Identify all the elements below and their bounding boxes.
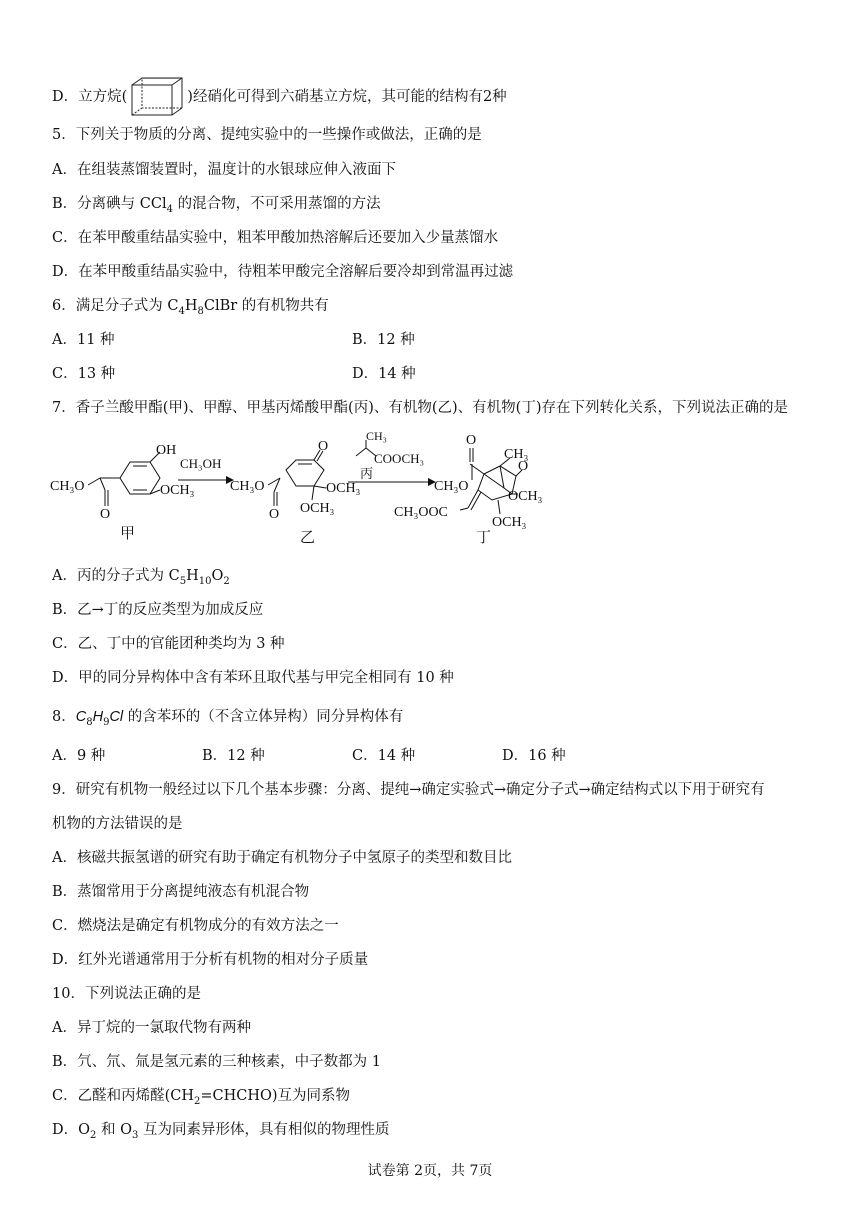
svg-text:O: O [466, 433, 477, 448]
q9-stem-line2: 机物的方法错误的是 [52, 816, 183, 832]
svg-text:O: O [518, 459, 529, 474]
q6-option-b: B．12 种 [352, 332, 415, 348]
svg-text:CH₃O: CH₃O [434, 479, 469, 494]
q5-option-c: C．在苯甲酸重结晶实验中，粗苯甲酸加热溶解后还要加入少量蒸馏水 [52, 230, 499, 246]
svg-text:丙: 丙 [360, 467, 374, 482]
q6-option-c: C．13 种 [52, 366, 116, 382]
svg-text:OH: OH [156, 443, 177, 458]
reaction-arrow-1 [178, 456, 234, 484]
q7-reaction-scheme [48, 430, 568, 552]
svg-text:CH₃OOC: CH₃OOC [394, 505, 448, 520]
q9-option-a: A．核磁共振氢谱的研究有助于确定有机物分子中氢原子的类型和数目比 [52, 850, 512, 866]
svg-text:乙: 乙 [300, 528, 316, 546]
q5-option-a: A．在组装蒸馏装置时，温度计的水银球应伸入液面下 [52, 162, 396, 178]
q10-stem: 10．下列说法正确的是 [52, 986, 201, 1002]
q7-option-b: B．乙→丁的反应类型为加成反应 [52, 602, 264, 618]
q9-option-d: D．红外光谱通常用于分析有机物的相对分子质量 [52, 952, 369, 968]
reaction-arrow-2 [348, 430, 436, 486]
page-footer: 试卷第 2页，共 7页 [367, 1163, 493, 1179]
q4-option-d: D．立方烷( )经硝化可得到六硝基立方烷，其可能的结构有2种 [52, 76, 507, 118]
svg-text:CH₃O: CH₃O [50, 479, 85, 494]
q8-stem: 8．$C_8H_9Cl$ 的含苯环的（不含立体异构）同分异构体有 [52, 709, 404, 728]
q10-option-a: A．异丁烷的一氯取代物有两种 [52, 1020, 251, 1036]
q5-option-d: D．在苯甲酸重结晶实验中，待粗苯甲酸完全溶解后要冷却到常温再过滤 [52, 264, 514, 280]
svg-text:CH₃OH: CH₃OH [180, 456, 222, 471]
svg-text:COOCH₃: COOCH₃ [374, 451, 425, 466]
q8-option-c: C．14 种 [352, 748, 416, 764]
compound-jia-structure [50, 443, 195, 542]
q7-option-c: C．乙、丁中的官能团种类均为 3 种 [52, 636, 285, 652]
svg-text:CH₃: CH₃ [504, 447, 529, 462]
q6-stem: 6．满足分子式为 $C_4H_8ClBr$ 的有机物共有 [52, 298, 329, 317]
q5-stem: 5．下列关于物质的分离、提纯实验中的一些操作或做法，正确的是 [52, 127, 482, 143]
svg-text:OCH₃: OCH₃ [326, 481, 361, 496]
q5-option-b: B．分离碘与 CCl$_4$ 的混合物，不可采用蒸馏的方法 [52, 196, 381, 215]
q7-option-a: A．丙的分子式为 $C_5H_{10}O_2$ [52, 568, 230, 587]
q6-option-d: D．14 种 [352, 366, 416, 382]
q9-option-c: C．燃烧法是确定有机物成分的有效方法之一 [52, 918, 339, 934]
q8-option-d: D．16 种 [502, 748, 566, 764]
svg-text:CH₃: CH₃ [366, 430, 387, 443]
q10-option-b: B．氕、氘、氚是氢元素的三种核素，中子数都为 1 [52, 1054, 381, 1070]
svg-text:OCH₃: OCH₃ [492, 515, 527, 530]
q10-option-c: C．乙醛和丙烯醛$(CH_2=CHCHO)$互为同系物 [52, 1088, 351, 1107]
q7-option-d: D．甲的同分异构体中含有苯环且取代基与甲完全相同有 10 种 [52, 670, 454, 686]
compound-yi-structure [230, 439, 361, 546]
svg-text:CH₃O: CH₃O [230, 479, 265, 494]
svg-text:甲: 甲 [120, 524, 136, 542]
svg-text:OCH₃: OCH₃ [300, 501, 335, 516]
cubane-structure-image [128, 76, 186, 118]
svg-text:OCH₃: OCH₃ [160, 483, 195, 498]
q9-stem-line1: 9．研究有机物一般经过以下几个基本步骤：分离、提纯→确定实验式→确定分子式→确定结构式以下用于研究有 [52, 782, 765, 798]
q7-stem: 7．香子兰酸甲酯(甲)、甲醇、甲基丙烯酸甲酯(丙)、有机物(乙)、有机物(丁)存在下列转化关系，下列说法正确的是 [52, 400, 788, 416]
q9-option-b: B．蒸馏常用于分离提纯液态有机混合物 [52, 884, 310, 900]
q6-option-a: A．11 种 [52, 332, 115, 348]
svg-text:O: O [318, 439, 329, 454]
q8-option-b: B．12 种 [202, 748, 265, 764]
svg-text:O: O [269, 507, 280, 522]
compound-ding-structure [394, 433, 543, 546]
svg-text:OCH₃: OCH₃ [508, 489, 543, 504]
q8-option-a: A．9 种 [52, 748, 106, 764]
q10-option-d: D．$O_2$ 和 $O_3$ 互为同素异形体，具有相似的物理性质 [52, 1122, 390, 1141]
svg-text:O: O [100, 507, 111, 522]
svg-text:丁: 丁 [476, 528, 492, 546]
